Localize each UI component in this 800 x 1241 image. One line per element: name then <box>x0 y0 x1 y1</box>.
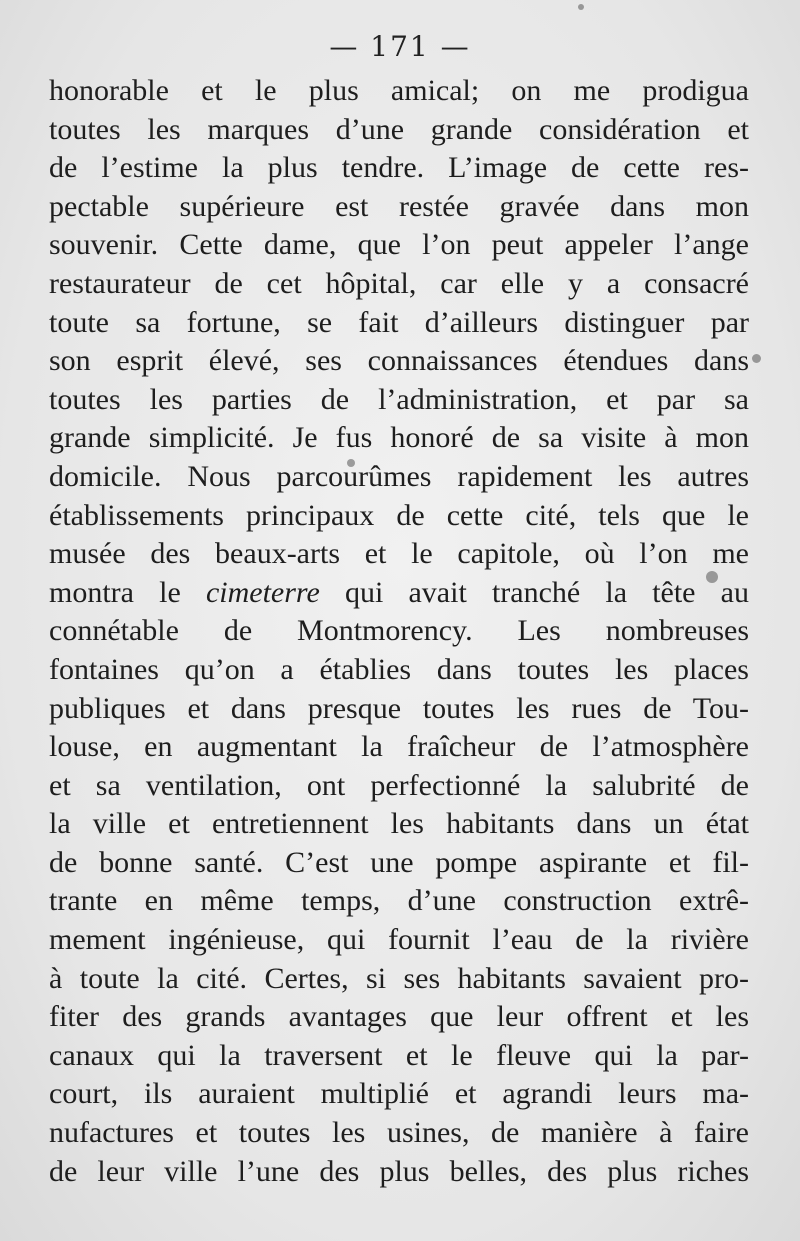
text-line: honorable et le plus amical; on me prodigua <box>49 74 749 107</box>
text-line: nufactures et toutes les usines, de manière à faire <box>49 1116 749 1150</box>
text-line: fiter des grands avantages que leur offrent et les <box>49 1000 749 1034</box>
text-line: établissements principaux de cette cité, tels que le <box>49 498 749 532</box>
text-line: musée des beaux-arts et le capitole, où l’on me <box>49 537 749 571</box>
text-line: toute sa fortune, se fait d’ailleurs distinguer par <box>49 305 749 339</box>
text-line: connétable de Montmorency. Les nombreuses <box>49 614 749 648</box>
ink-spot <box>752 354 761 363</box>
text-segment: montra le <box>49 575 206 609</box>
text-line: pectable supérieure est restée gravée dans mon <box>49 189 749 223</box>
page-text <box>49 72 749 1191</box>
text-line: de bonne santé. C’est une pompe aspirante et fil- <box>49 845 749 879</box>
text-line: souvenir. Cette dame, que l’on peut appeler l’ange <box>49 228 749 262</box>
text-line: de l’estime la plus tendre. L’image de cette res- <box>49 151 749 185</box>
text-segment: qui avait tranché la tête au <box>319 575 749 609</box>
text-line: louse, en augmentant la fraîcheur de l’atmosphère <box>49 730 749 764</box>
text-line: la ville et entretiennent les habitants dans un état <box>49 807 749 841</box>
text-line: de leur ville l’une des plus belles, des plus riches <box>49 1154 749 1188</box>
text-line-with-italic <box>49 574 749 613</box>
text-line: toutes les parties de l’administration, et par sa <box>49 382 749 416</box>
ink-spot <box>578 4 584 10</box>
italic-word: cimeterre <box>205 575 320 609</box>
text-line: restaurateur de cet hôpital, car elle y a consacré <box>49 266 749 300</box>
text-line: son esprit élevé, ses connaissances étendues dans <box>49 344 749 378</box>
text-line: fontaines qu’on a établies dans toutes les places <box>49 652 749 686</box>
text-line: grande simplicité. Je fus honoré de sa visite à mon <box>49 421 749 455</box>
text-line: domicile. Nous parcourûmes rapidement les autres <box>49 459 749 493</box>
text-line: trante en même temps, d’une construction extrê- <box>49 884 749 918</box>
text-line: à toute la cité. Certes, si ses habitants savaient pro- <box>49 961 749 995</box>
text-line: canaux qui la traversent et le fleuve qui la par- <box>49 1038 749 1072</box>
text-line: publiques et dans presque toutes les rues de Tou- <box>49 691 749 725</box>
text-line: court, ils auraient multiplié et agrandi leurs ma- <box>49 1077 749 1111</box>
text-line: toutes les marques d’une grande considération et <box>49 112 749 146</box>
page-number: — 171 — <box>329 30 471 63</box>
text-line: mement ingénieuse, qui fournit l’eau de la rivière <box>49 923 749 957</box>
text-line: et sa ventilation, ont perfectionné la salubrité de <box>49 768 749 802</box>
